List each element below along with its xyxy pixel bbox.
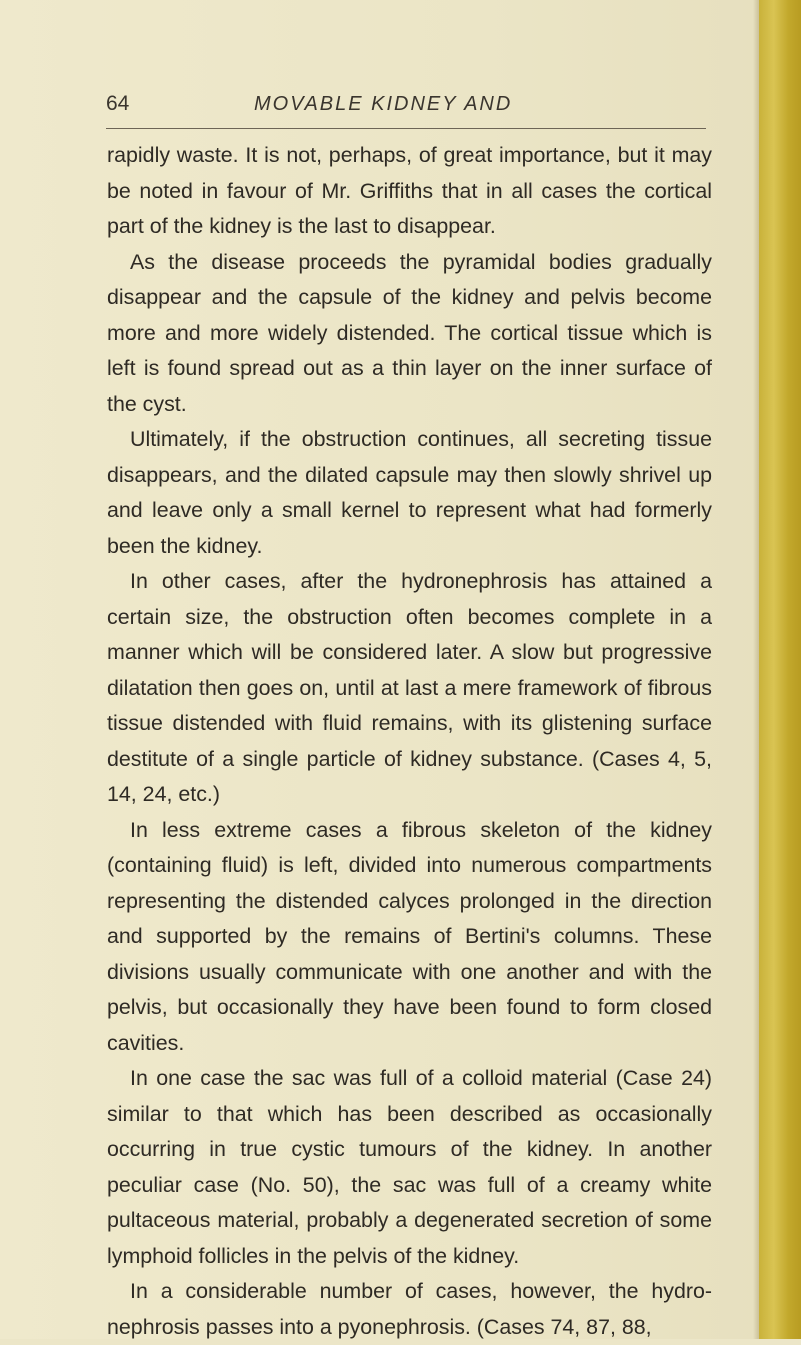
page-number: 64 [106, 92, 130, 115]
body-text [107, 138, 712, 1345]
paragraph: As the disease proceeds the pyramidal bodies gradually disappear and the capsule of the kidney and pelvis become more and more widely distended. The cortical tissue which is left is found spread out as a thin layer on the inner surface of the cyst. [107, 249, 712, 416]
header-rule [106, 128, 706, 129]
paragraph: rapidly waste. It is not, perhaps, of great importance, but it may be noted in favour of Mr. Griffiths that in all cases the cortical part of the kidney is the last to disappear. [107, 143, 712, 238]
paragraph: Ultimately, if the obstruction continues, all secreting tissue disappears, and the dilated capsule may then slowly shrivel up and leave only a small kernel to represent what had formerly been the kidney. [107, 427, 712, 558]
paragraph: In other cases, after the hydronephrosis has attained a certain size, the obstruction often becomes complete in a manner which will be considered later. A slow but progressive dilatation then goes on, until at last a mere framework of fibrous tissue distended with fluid remains, with its glistening surface destitute of a single particle of kidney substance. (Cases 4, 5, 14, 24, etc.) [107, 569, 712, 806]
paragraph: In less extreme cases a fibrous skeleton of the kidney (containing fluid) is left, divided into numerous compartments representing the distended calyces prolonged in the direction and supported by the remains of Bertini's columns. These divisions usually communicate with one another and with the pelvis, but occasionally they have been found to form closed cavities. [107, 817, 712, 1055]
page-header [106, 92, 706, 122]
running-head: MOVABLE KIDNEY AND [254, 93, 513, 115]
book-edge [759, 0, 801, 1339]
paragraph: In a considerable number of cases, however, the hydronephrosis passes into a pyonephrosis. (Cases 74, 87, 88, [107, 1279, 712, 1339]
paragraph: In one case the sac was full of a colloid material (Case 24) similar to that which has been described as occasionally occurring in true cystic tumours of the kidney. In another peculiar case (No. 50), the sac was full of a creamy white pultaceous material, probably a degenerated secretion of some lymphoid follicles in the pelvis of the kidney. [107, 1066, 712, 1268]
